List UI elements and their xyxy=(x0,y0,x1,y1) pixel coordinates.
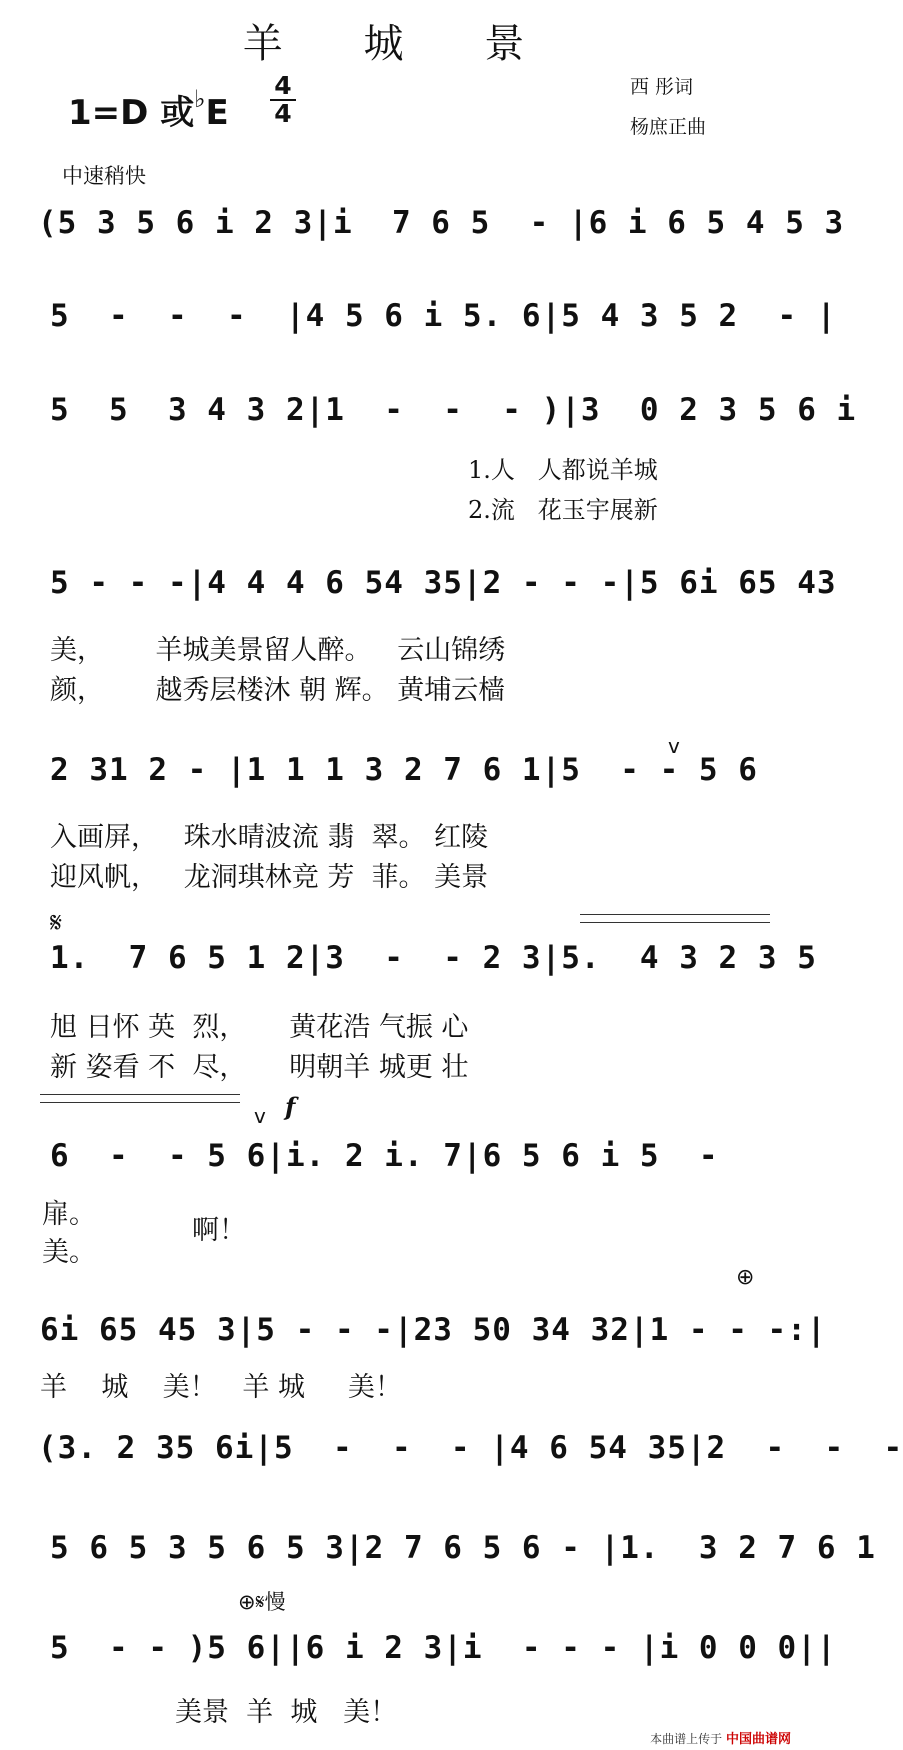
key-text: 1=D 或 xyxy=(68,93,195,133)
time-top: 4 xyxy=(274,71,292,100)
notation-row-1: (5 3 5 6 i 2 3|i 7 6 5 - |6 i 6 5 4 5 3 xyxy=(38,205,845,241)
row5-verse1-lyric: 入画屏， 珠水晴波流 翡 翠。 红陵 xyxy=(50,822,489,853)
notation-row-10: 5 6 5 3 5 6 5 3|2 7 6 5 6 - |1. 3 2 7 6 1 xyxy=(50,1530,876,1566)
row7-ah-lyric: 啊！ xyxy=(192,1215,246,1246)
notation-row-3: 5 5 3 4 3 2|1 - - - )|3 0 2 3 5 6 i xyxy=(50,392,857,428)
site-logo[interactable]: 中国曲谱网 xyxy=(725,1732,791,1747)
verse1-intro-lyric: 1.人 人都说羊城 xyxy=(468,456,658,484)
breath-mark-2: v xyxy=(254,1104,266,1128)
row8-lyric: 羊 城 美！ 羊 城 美！ xyxy=(40,1372,402,1403)
forte-mark: f xyxy=(285,1092,296,1121)
coda-icon: ⊕ xyxy=(736,1265,755,1290)
notation-row-11: 5 - - )5 6||6 i 2 3|i - - - |i 0 0 0|| xyxy=(50,1630,837,1666)
footer xyxy=(650,1728,791,1747)
breath-mark: v xyxy=(668,734,680,758)
time-bottom: 4 xyxy=(274,99,292,128)
segno-icon: 𝄋 xyxy=(50,906,63,939)
composer-credit: 杨庶正曲 xyxy=(630,116,707,138)
key-alt: E xyxy=(205,93,229,133)
row7-verse2-lyric: 美。 xyxy=(42,1237,96,1268)
row5-verse2-lyric: 迎风帆， 龙洞琪林竞 芳 菲。 美景 xyxy=(50,862,489,893)
lyricist-credit: 西 彤词 xyxy=(630,76,694,98)
flat-symbol: ♭ xyxy=(194,85,206,113)
row4-verse2-lyric: 颜， 越秀层楼沐 朝 辉。 黄埔云樯 xyxy=(50,675,506,706)
notation-row-8: 6i 65 45 3|5 - - -|23 50 34 32|1 - - -:| xyxy=(40,1312,827,1348)
row6-verse1-lyric: 旭 日怀 英 烈， 黄花浩 气振 心 xyxy=(50,1012,469,1043)
notation-row-7: 6 - - 5 6|i. 2 i. 7|6 5 6 i 5 - xyxy=(50,1138,719,1174)
notation-row-4: 5 - - -|4 4 4 6 54 35|2 - - -|5 6i 65 43 xyxy=(50,565,837,601)
row4-verse1-lyric: 美， 羊城美景留人醉。 云山锦绣 xyxy=(50,635,506,666)
row11-lyric: 美景 羊 城 美！ xyxy=(175,1697,398,1728)
key-signature xyxy=(68,85,229,134)
notation-row-9: (3. 2 35 6i|5 - - - |4 6 54 35|2 - - - xyxy=(38,1430,903,1466)
footer-text: 本曲谱上传于 xyxy=(650,1732,723,1746)
time-signature xyxy=(270,71,296,128)
notation-row-6: 1. 7 6 5 1 2|3 - - 2 3|5. 4 3 2 3 5 xyxy=(50,940,817,976)
tempo-marking: 中速稍快 xyxy=(62,164,146,188)
row6-verse2-lyric: 新 姿看 不 尽， 明朝羊 城更 壮 xyxy=(50,1052,469,1083)
notation-row-5: 2 31 2 - |1 1 1 3 2 7 6 1|5 - - 5 6 xyxy=(50,752,758,788)
verse2-intro-lyric: 2.流 花玉宇展新 xyxy=(468,496,658,524)
notation-row-2: 5 - - - |4 5 6 i 5. 6|5 4 3 5 2 - | xyxy=(50,298,837,334)
row7-verse1-lyric: 扉。 xyxy=(42,1199,96,1230)
coda-segno-slow-mark: ⊕𝄋慢 xyxy=(238,1590,286,1614)
song-title: 羊 城 景 xyxy=(242,21,559,67)
